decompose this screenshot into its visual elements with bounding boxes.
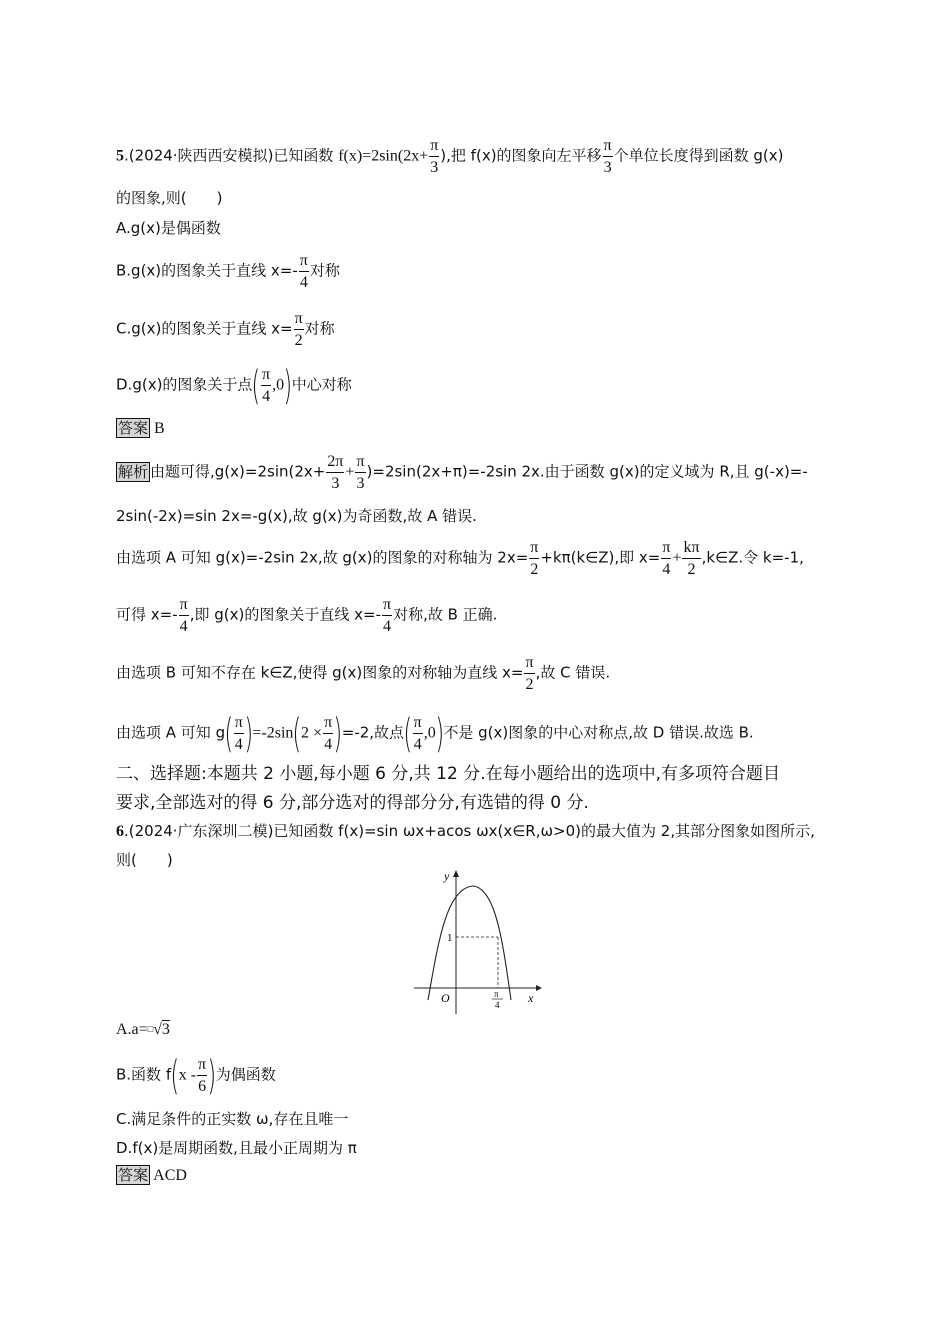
q6-stem1: .(2024·广东深圳二模)已知函数 f(x)=sin ωx+acos ωx(x∈R,ω>0)的最大值为 2,其部分图象如图所示, — [124, 822, 815, 840]
q5-option-c — [116, 311, 335, 349]
q6-option-b-frac: $\frac{\pi}{6}$ — [198, 1056, 207, 1095]
q5-option-b-pre: B.g(x)的图象关于直线 x=- — [116, 261, 298, 280]
q5-analysis-line6: 由选项 A 可知 g( $\frac{\pi}{4}$ )=-2sin(2 × $\frac{\pi}{4}$ )=-2,故点( $\frac{\pi}{4}$ ,0)不是 g(x)图象的中心对称点,故 D 错误.故选 B. — [116, 711, 754, 757]
q5-analysis-line4: 可得 x=- $\frac{\pi}{4}$ ,即 g(x)的图象关于直线 x=- $\frac{\pi}{4}$ 对称,故 B 正确. — [116, 596, 498, 635]
answer-tag: 答案 — [118, 1166, 149, 1184]
q5-option-d-post: 中心对称 — [291, 375, 352, 394]
origin-label: O — [441, 991, 450, 1005]
q5-analysis-line2: 2sin(-2x)=sin 2x=-g(x),故 g(x)为奇函数,故 A 错误. — [116, 507, 477, 525]
q6-number: 6 — [116, 823, 124, 840]
an1-frac-2pi3: $\frac{2\pi}{3}$ — [327, 453, 344, 492]
an6-frac-pi4-b: $\frac{\pi}{4}$ — [324, 714, 333, 753]
an6-frac-pi4-a: $\frac{\pi}{4}$ — [234, 714, 243, 753]
q5-analysis-line5: 由选项 B 可知不存在 k∈Z,使得 g(x)图象的对称轴为直线 x= $\frac{\pi}{2}$ ,故 C 错误. — [116, 654, 611, 693]
q5-option-c-post: 对称 — [304, 319, 335, 338]
q6-answer-value: ACD — [153, 1167, 187, 1184]
q5-option-c-pre: C.g(x)的图象关于直线 x= — [116, 319, 293, 338]
q6-option-a-radicand: 3 — [161, 1021, 170, 1038]
q6-graph — [410, 866, 542, 1016]
an3-frac-pi2: $\frac{\pi}{2}$ — [530, 539, 539, 578]
an6-frac-pi4-c: $\frac{\pi}{4}$ — [413, 714, 422, 753]
q5-frac-pi3-a: $\frac{\pi}{3}$ — [430, 137, 439, 176]
q5-stem-b: ),把 f(x)的图象向左平移 — [440, 146, 602, 165]
q5-stem-line2: 的图象,则( ) — [116, 189, 223, 207]
tick-x-pi: π — [494, 989, 499, 999]
x-axis-arrow-icon — [536, 985, 542, 991]
q5-stem-line1 — [116, 138, 784, 176]
section2-line2: 要求,全部选对的得 6 分,部分选对的得部分分,有选错的得 0 分. — [116, 793, 589, 813]
tick-y-1: 1 — [447, 932, 453, 944]
q6-stem-line2: 则( ) — [116, 851, 173, 869]
q6-stem-line1 — [116, 820, 815, 843]
an1-frac-pi3: $\frac{\pi}{3}$ — [356, 453, 365, 492]
section2-heading — [116, 760, 836, 818]
an5-frac-pi2: $\frac{\pi}{2}$ — [525, 654, 534, 693]
q6-option-a-pre: A.a= — [116, 1021, 148, 1038]
q5-option-c-frac: $\frac{\pi}{2}$ — [294, 310, 303, 349]
q5-option-b — [116, 253, 340, 291]
radical-icon: √ — [153, 1021, 162, 1038]
q5-analysis-line3: 由选项 A 可知 g(x)=-2sin 2x,故 g(x)的图象的对称轴为 2x= $\frac{\pi}{2}$ +kπ(k∈Z),即 x= $\frac{\pi}{4}$ + $\frac{k\pi}{2}$ ,k∈Z.令 k=-1, — [116, 539, 804, 578]
q5-option-a: A.g(x)是偶函数 — [116, 219, 221, 237]
q5-option-b-frac: $\frac{\pi}{4}$ — [299, 252, 308, 291]
y-axis-arrow-icon — [453, 870, 459, 877]
q6-option-c: C.满足条件的正实数 ω,存在且唯一 — [116, 1110, 349, 1128]
q5-number: 5 — [116, 147, 124, 165]
q6-option-a: A.a=□√3 — [116, 1021, 170, 1038]
q5-option-b-post: 对称 — [309, 261, 340, 280]
q6-option-b: B.函数 f(x - $\frac{\pi}{6}$ )为偶函数 — [116, 1053, 276, 1099]
q5-option-d: D.g(x)的图象关于点( $\frac{\pi}{4}$ ,0)中心对称 — [116, 363, 352, 409]
y-label: y — [444, 869, 450, 883]
q5-answer-value: B — [154, 420, 165, 437]
q5-stem-a: f(x)=2sin(2x+ — [338, 147, 429, 165]
q6-answer — [116, 1165, 187, 1187]
an3-frac-kpi2: $\frac{k\pi}{2}$ — [683, 539, 700, 578]
tick-x-4: 4 — [495, 1000, 500, 1010]
q5-answer — [116, 418, 165, 440]
q5-source: .(2024·陕西西安模拟)已知函数 — [124, 146, 339, 165]
an4-frac-pi4-a: $\frac{\pi}{4}$ — [179, 596, 188, 635]
answer-tag: 答案 — [118, 419, 149, 437]
x-label: x — [528, 991, 534, 1005]
q5-option-d-frac: $\frac{\pi}{4}$ — [262, 366, 271, 405]
q5-analysis-line1: 解析 由题可得,g(x)=2sin(2x+ $\frac{2\pi}{3}$ + $\frac{\pi}{3}$ )=2sin(2x+π)=-2sin 2x.由于函数 g(x)的定义域为 R,且 g(-x)=- — [118, 453, 808, 492]
q5-option-d-pre: D.g(x)的图象关于点 — [116, 375, 253, 394]
analysis-tag: 解析 — [118, 462, 149, 481]
q5-frac-pi3-b: $\frac{\pi}{3}$ — [603, 137, 612, 176]
an3-frac-pi4: $\frac{\pi}{4}$ — [662, 539, 671, 578]
section2-line1: 二、选择题:本题共 2 小题,每小题 6 分,共 12 分.在每小题给出的选项中,有多项符合题目 — [116, 764, 781, 784]
an4-frac-pi4-b: $\frac{\pi}{4}$ — [382, 596, 392, 635]
function-curve — [428, 886, 511, 1000]
q6-option-d: D.f(x)是周期函数,且最小正周期为 π — [116, 1139, 357, 1157]
q5-stem-c: 个单位长度得到函数 g(x) — [613, 146, 784, 165]
